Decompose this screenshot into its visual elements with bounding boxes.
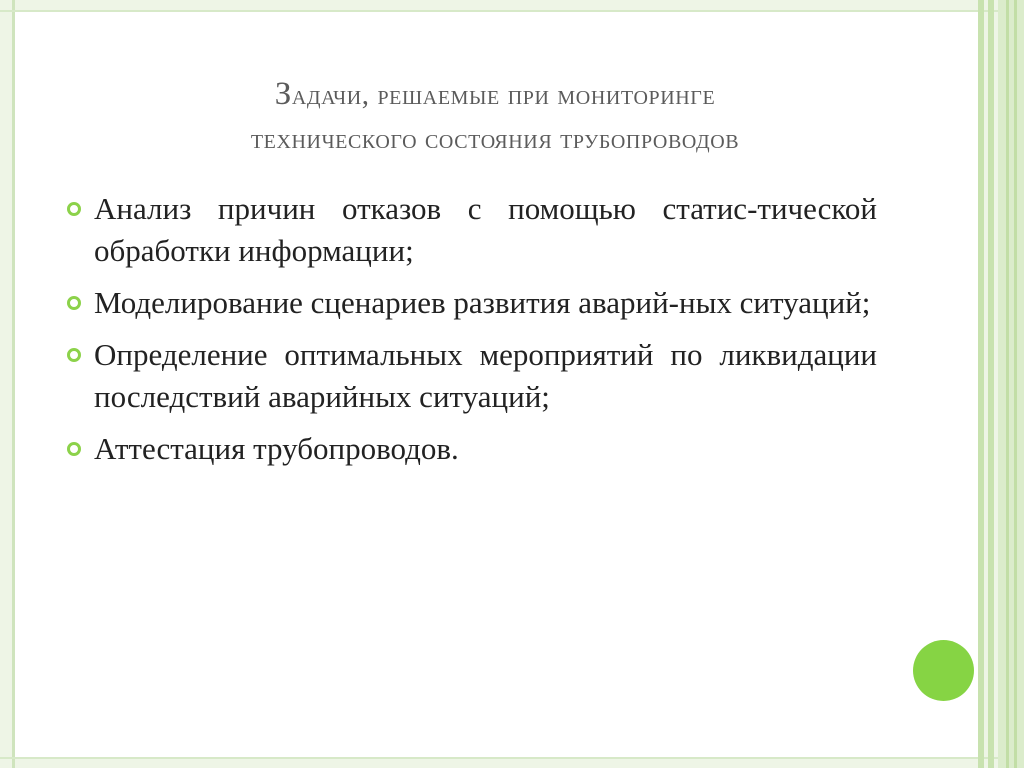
slide-title-line1 <box>55 72 935 117</box>
bullet-item <box>67 188 877 272</box>
bullet-text: Анализ причин отказов с помощью статис-тической обработки информации; <box>94 191 877 268</box>
bullet-circle-icon <box>67 442 81 456</box>
decor-stripe <box>988 0 994 768</box>
bullet-list <box>67 188 877 480</box>
green-circle-icon <box>913 640 974 701</box>
bullet-circle-icon <box>67 348 81 362</box>
decor-stripe <box>978 0 984 768</box>
bullet-item <box>67 428 877 470</box>
bullet-text: Определение оптимальных мероприятий по ликвидации последствий аварийных ситуаций; <box>94 337 877 414</box>
slide-title-line2: технического состояния трубопроводов <box>250 123 740 155</box>
bullet-circle-icon <box>67 202 81 216</box>
title-line1-text: адачи, решаемые при мониторинге <box>291 79 716 111</box>
decor-stripe <box>1014 0 1017 768</box>
slide-canvas <box>15 12 978 757</box>
bullet-item <box>67 282 877 324</box>
bullet-circle-icon <box>67 296 81 310</box>
slide-title <box>55 72 935 161</box>
decor-stripe <box>1006 0 1009 768</box>
bullet-text: Аттестация трубопроводов. <box>94 431 459 466</box>
bullet-item <box>67 334 877 418</box>
frame-line-bottom <box>0 757 1024 759</box>
decor-stripe <box>998 0 1024 768</box>
title-initial: З <box>274 76 292 112</box>
bullet-text: Моделирование сценариев развития аварий-ных ситуаций; <box>94 285 871 320</box>
